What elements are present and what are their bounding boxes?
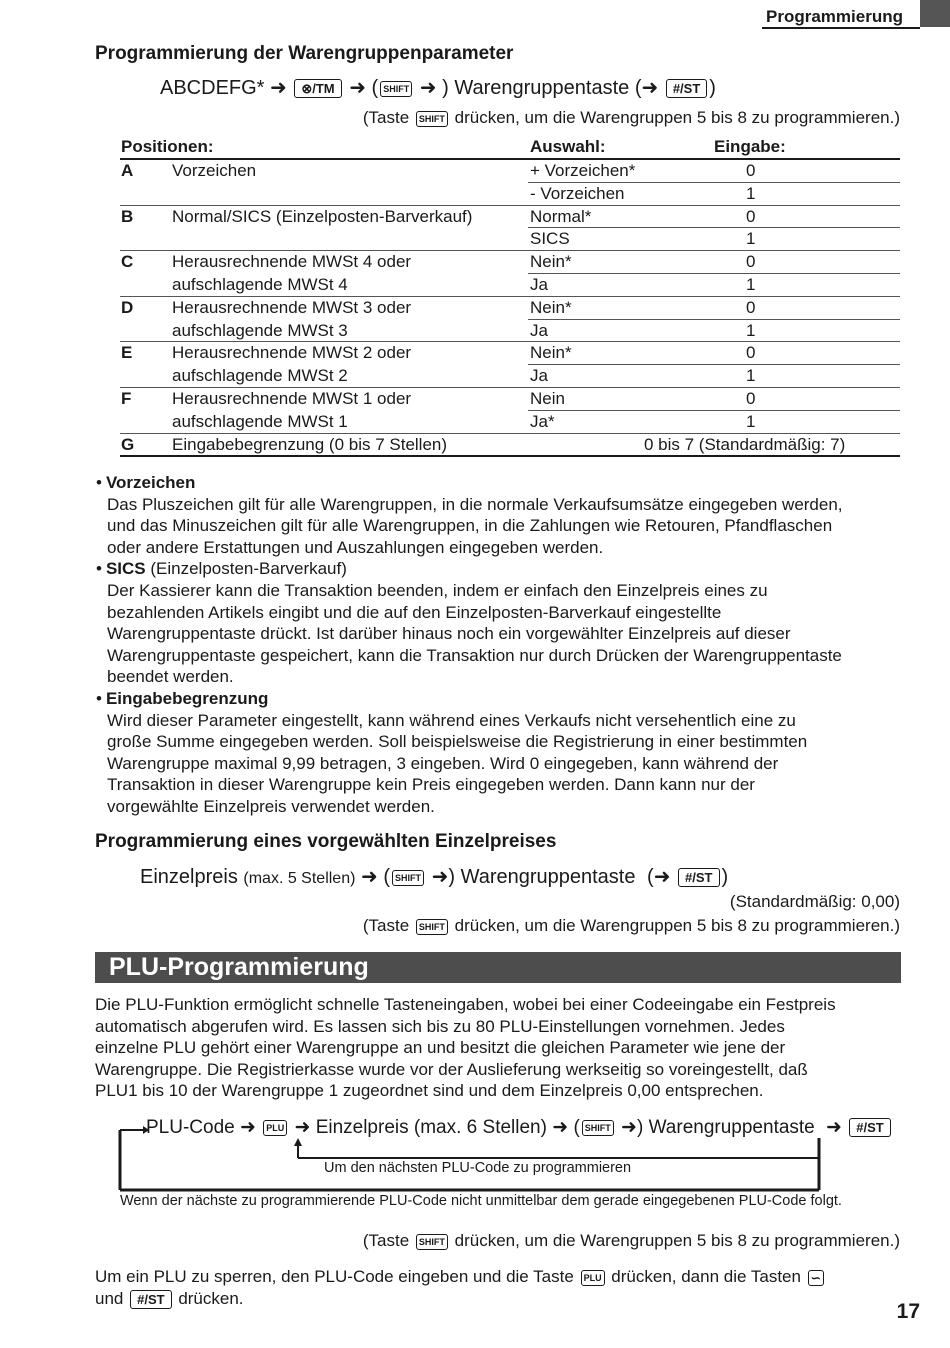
plu-flow-formula [146, 1116, 893, 1139]
page-number: 17 [896, 1300, 920, 1323]
table-row [120, 342, 900, 365]
bullet-marker: • [96, 688, 102, 708]
arrow-icon: ➜ [653, 866, 671, 888]
table-row [120, 183, 900, 206]
row-entry: 0 [746, 389, 756, 408]
bullet-title: Eingabebegrenzung [105, 688, 269, 708]
formula-prefix-small: (max. 5 Stellen) [243, 870, 356, 887]
formula-prefix: Einzelpreis [140, 866, 238, 888]
bullet-line: Warengruppe maximal 9,99 betragen, 3 eingeben. Wird 0 eingegeben, kann während der [107, 753, 779, 773]
flow-price: Einzelpreis (max. 6 Stellen) [315, 1117, 547, 1138]
bullet-heading [96, 472, 906, 494]
row-description: aufschlagende MWSt 2 [172, 366, 348, 386]
row-selection: - Vorzeichen [530, 183, 625, 203]
note-post: drücken, um die Warengruppen 5 bis 8 zu programmieren.) [454, 916, 900, 935]
paren: ) [721, 866, 729, 888]
table-header-row [120, 136, 900, 159]
bullet-heading [96, 558, 906, 580]
table-row [120, 251, 900, 274]
table-row [120, 160, 900, 183]
row-entry: 0 [746, 252, 756, 272]
table-row [120, 434, 900, 457]
bullet-line: große Summe eingegeben werden. Soll beispielsweise die Registrierung in einer bestimmten [107, 732, 808, 752]
arrow-icon: ➜ [419, 77, 437, 99]
arrow-icon: ➜ [621, 1117, 637, 1138]
row-selection: Nein* [530, 252, 572, 272]
row-selection: Nein [530, 389, 565, 408]
paren: ( [371, 77, 379, 99]
running-header [762, 3, 920, 29]
flow-inner-loop-label: Um den nächsten PLU-Code zu programmieren [324, 1160, 632, 1176]
key-st-icon: #/ST [666, 79, 707, 98]
table-row [120, 320, 900, 343]
row-selection: + Vorzeichen* [530, 161, 636, 180]
row-description: Eingabebegrenzung (0 bis 7 Stellen) [172, 434, 448, 454]
lock-instructions-line2 [95, 1289, 244, 1309]
table-row [120, 297, 900, 320]
arrow-icon: ➜ [361, 866, 378, 888]
paren: ) [448, 866, 455, 888]
paragraph-line: Warengruppe. Die Registrierkasse wurde vor der Auslieferung werkseitig so voreingestellt, daß [95, 1059, 808, 1079]
paragraph-line: Die PLU-Funktion ermöglicht schnelle Tasteneingaben, wobei bei einer Codeeingabe ein Festpreis [95, 995, 836, 1014]
key-st-icon: #/ST [678, 868, 719, 887]
paren: ( [634, 77, 642, 99]
row-description: aufschlagende MWSt 3 [172, 320, 348, 340]
key-tm-icon: ⊗/TM [294, 79, 341, 98]
bullet-title: SICS [105, 559, 146, 579]
key-st-icon: #/ST [130, 1290, 171, 1309]
row-selection: Nein* [530, 297, 572, 317]
flow-outer-loop-label: Wenn der nächste zu programmierende PLU-Code nicht unmittelbar dem gerade eingegebenen PLU-Code folgt. [120, 1193, 842, 1209]
row-letter: A [121, 161, 134, 180]
plu-intro-paragraph [95, 994, 905, 1102]
row-letter: D [121, 297, 134, 317]
row-entry: 1 [746, 183, 756, 203]
arrow-icon: ➜ [270, 77, 287, 99]
row-entry: 1 [746, 411, 756, 431]
row-letter: B [121, 206, 134, 226]
row-description: Vorzeichen [172, 161, 257, 180]
bullet-line: und das Minuszeichen gilt für alle Warengruppen, in die Zahlungen wie Retouren, Pfandflaschen [107, 516, 833, 536]
paren: ( [647, 866, 654, 888]
lock-text-4: drücken. [178, 1289, 244, 1308]
running-header-label: Programmierung [766, 7, 903, 26]
row-entry: 0 [746, 161, 756, 180]
row-entry: 1 [746, 275, 756, 294]
note-pre: (Taste [362, 916, 410, 935]
paren: ( [573, 1117, 580, 1138]
section-title-dept-params: Programmierung der Warengruppenparameter [95, 43, 514, 64]
arrow-icon: ➜ [826, 1117, 842, 1138]
bullet-line: oder andere Erstattungen und Auszahlungen eingegeben werden. [107, 537, 604, 557]
bullet-line: Das Pluszeichen gilt für alle Warengruppen, in die normale Verkaufsumsätze eingegeben werden, [107, 494, 843, 514]
bullet-line: Transaktion in dieser Warengruppe kein Preis eingegeben werden. Dann kann nur der [107, 775, 755, 795]
bullet-line: Wird dieser Parameter eingestellt, kann während eines Verkaufs nicht versehentlich eine zu [107, 710, 796, 730]
note-post: drücken, um die Warengruppen 5 bis 8 zu programmieren.) [454, 1231, 900, 1250]
lock-instructions-line1 [95, 1267, 826, 1287]
table-row [120, 365, 900, 388]
row-letter: G [121, 434, 135, 454]
note-pre: (Taste [362, 108, 410, 127]
paren: ( [383, 866, 390, 888]
parameter-explanations [96, 472, 906, 818]
row-selection: Ja [530, 320, 548, 340]
row-description: Herausrechnende MWSt 3 oder [172, 297, 412, 317]
shift-note-3 [363, 1231, 900, 1251]
table-row [120, 228, 900, 251]
table-row [120, 206, 900, 229]
bullet-line: bezahlenden Artikels eingibt und die auf den Einzelposten-Barverkauf eingestellte [107, 602, 722, 622]
preset-price-formula [140, 864, 728, 889]
row-selection: Ja [530, 366, 548, 386]
row-selection: SICS [530, 229, 570, 249]
bullet-heading [96, 688, 906, 710]
bullet-title-suffix: (Einzelposten-Barverkauf) [145, 559, 347, 579]
formula-dept-key: Warengruppentaste [460, 866, 636, 888]
header-selection: Auswahl: [530, 137, 606, 156]
row-description: aufschlagende MWSt 4 [172, 275, 348, 294]
formula-prefix: ABCDEFG* [160, 77, 265, 99]
paren: ) [442, 77, 449, 99]
flow-dept-key: Warengruppentaste [648, 1117, 815, 1138]
bullet-line: Warengruppentaste drückt. Ist darüber hinaus noch ein vorgewählter Einzelpreis auf dieser [107, 624, 791, 644]
row-description: Herausrechnende MWSt 4 oder [172, 252, 412, 272]
row-entry: 0 bis 7 (Standardmäßig: 7) [644, 434, 846, 454]
key-shift-icon: SHIFT [380, 81, 412, 97]
dept-params-formula [160, 75, 716, 100]
key-shift-icon: SHIFT [416, 111, 448, 127]
table-rule [120, 455, 900, 457]
arrow-icon: ➜ [431, 866, 449, 888]
arrow-icon: ➜ [641, 77, 659, 99]
paragraph-line: PLU1 bis 10 der Warengruppe 1 zugeordnet sind und dem Einzelpreis 0,00 entsprechen. [95, 1081, 764, 1101]
table-row [120, 411, 900, 434]
banner-title: PLU-Programmierung [109, 953, 369, 981]
row-description: Normal/SICS (Einzelposten-Barverkauf) [172, 206, 473, 226]
key-void-icon: ∽ [808, 1270, 824, 1286]
key-shift-icon: SHIFT [582, 1120, 614, 1136]
row-entry: 0 [746, 343, 756, 363]
arrow-icon: ➜ [240, 1117, 256, 1138]
row-description: aufschlagende MWSt 1 [172, 411, 348, 431]
bullet-line: beendet werden. [107, 667, 234, 687]
header-positions: Positionen: [121, 137, 214, 156]
bullet-title: Vorzeichen [105, 473, 196, 492]
row-entry: 1 [746, 366, 756, 386]
key-plu-icon: PLU [263, 1120, 287, 1136]
row-description: Herausrechnende MWSt 1 oder [172, 389, 412, 408]
row-letter: F [121, 389, 132, 408]
header-entry: Eingabe: [714, 137, 786, 156]
row-selection: Ja [530, 275, 548, 294]
row-selection: Normal* [530, 206, 592, 226]
bullet-line: Der Kassierer kann die Transaktion beenden, indem er einfach den Einzelpreis eines zu [107, 580, 768, 600]
key-plu-icon: PLU [581, 1270, 605, 1286]
key-shift-icon: SHIFT [416, 919, 448, 935]
row-entry: 0 [746, 297, 756, 317]
row-entry: 0 [746, 206, 756, 226]
note-post: drücken, um die Warengruppen 5 bis 8 zu programmieren.) [454, 108, 900, 127]
flow-plu-code: PLU-Code [146, 1117, 235, 1138]
paragraph-line: einzelne PLU gehört einer Warengruppe an und besitzt die gleichen Parameter wie jene der [95, 1038, 786, 1058]
table-row [120, 388, 900, 411]
row-letter: E [121, 343, 133, 363]
section-banner-plu [95, 952, 901, 983]
header-marker-block [920, 0, 950, 27]
row-selection: Ja* [530, 411, 555, 431]
default-note: (Standardmäßig: 0,00) [729, 892, 900, 911]
lock-text-3: und [95, 1289, 124, 1308]
paragraph-line: automatisch abgerufen wird. Es lassen sich bis zu 80 PLU-Einstellungen vornehmen. Jedes [95, 1016, 785, 1036]
row-entry: 1 [746, 229, 756, 249]
shift-note-2 [363, 916, 900, 936]
lock-text-1: Um ein PLU zu sperren, den PLU-Code eingeben und die Taste [95, 1267, 574, 1286]
key-st-icon: #/ST [849, 1118, 890, 1137]
shift-note-1 [363, 108, 900, 128]
bullet-marker: • [96, 473, 102, 492]
lock-text-2: drücken, dann die Tasten [611, 1267, 801, 1286]
row-selection: Nein* [530, 343, 572, 363]
section-title-preset-price: Programmierung eines vorgewählten Einzelpreises [95, 831, 557, 852]
table-row [120, 274, 900, 297]
row-description: Herausrechnende MWSt 2 oder [172, 343, 412, 363]
arrow-icon: ➜ [552, 1117, 569, 1138]
row-entry: 1 [746, 320, 756, 340]
key-shift-icon: SHIFT [416, 1234, 448, 1250]
paren: ) [709, 77, 716, 99]
arrow-icon: ➜ [294, 1117, 311, 1138]
key-shift-icon: SHIFT [392, 870, 424, 886]
formula-dept-key: Warengruppentaste [454, 77, 630, 99]
paren: ) [636, 1117, 644, 1138]
row-letter: C [121, 252, 134, 272]
bullet-line: vorgewählte Einzelpreis verwendet werden. [107, 796, 435, 816]
note-pre: (Taste [362, 1231, 410, 1250]
bullet-marker: • [96, 559, 102, 579]
bullet-line: Warengruppentaste gespeichert, kann die Transaktion nur durch Drücken der Warengruppentaste [107, 645, 842, 665]
arrow-icon: ➜ [349, 77, 366, 99]
